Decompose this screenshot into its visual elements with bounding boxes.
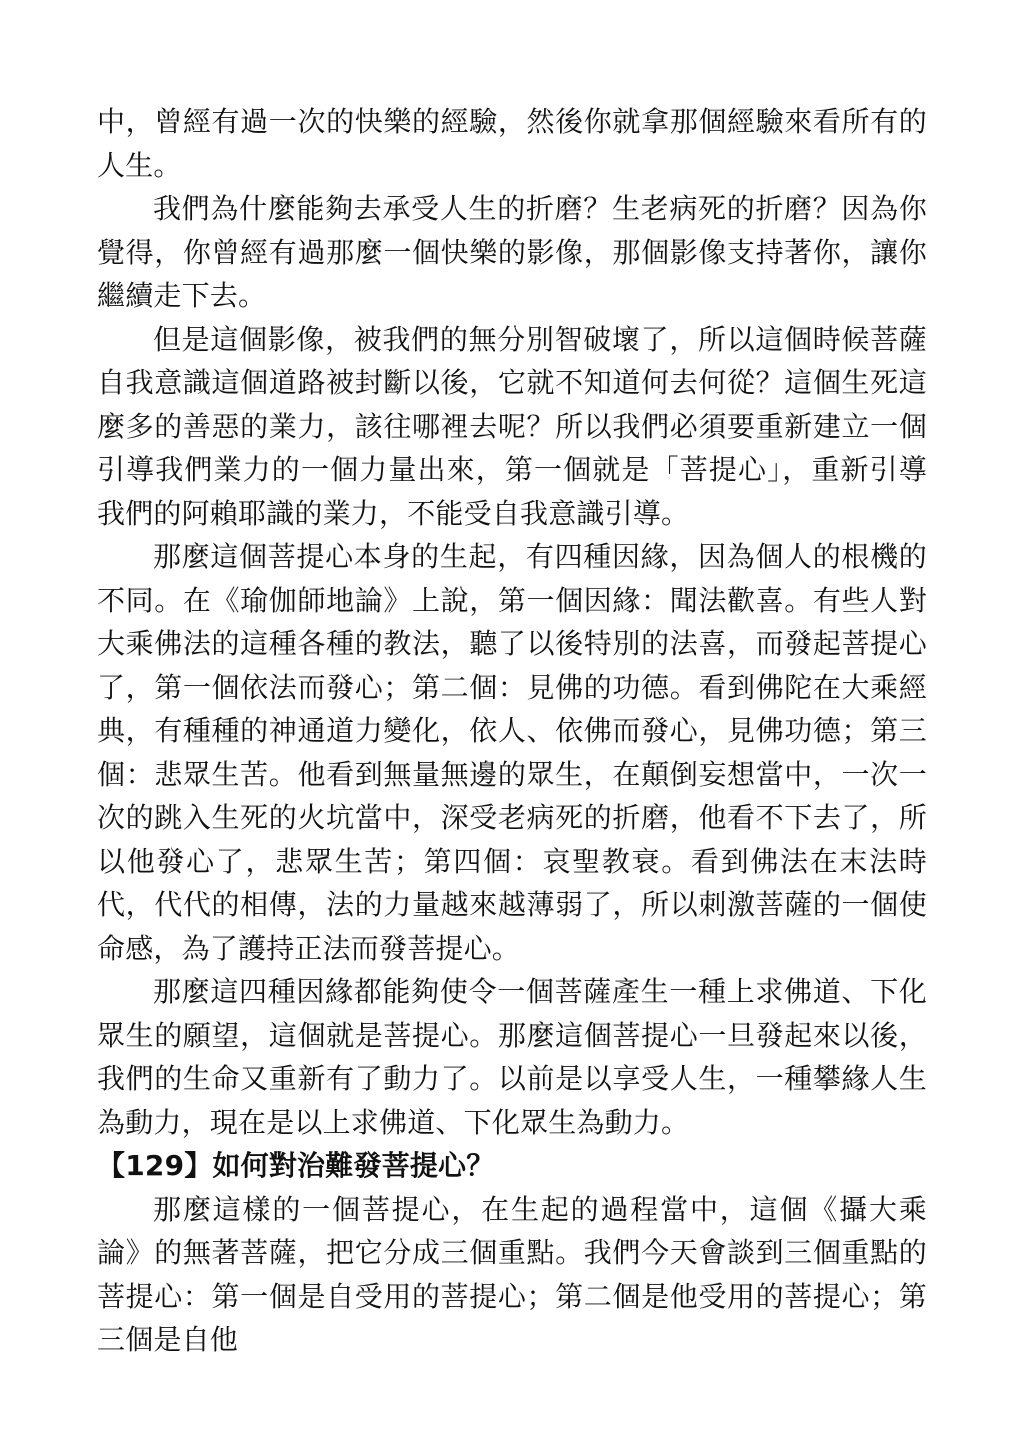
paragraph-4: 那麼這個菩提心本身的生起，有四種因緣，因為個人的根機的不同。在《瑜伽師地論》上說，第一個因緣：聞法歡喜。有些人對大乘佛法的這種各種的教法，聽了以後特別的法喜，而發起菩提心了，第一個依法而發心；第二個：見佛的功德。看到佛陀在大乘經典，有種種的神通道力變化，依人、依佛而發心，見佛功德；第三個：悲眾生苦。他看到無量無邊的眾生，在顛倒妄想當中，一次一次的跳入生死的火坑當中，深受老病死的折磨，他看不下去了，所以他發心了，悲眾生苦；第四個：哀聖教衰。看到佛法在末法時代，代代的相傳，法的力量越來越薄弱了，所以刺激菩薩的一個使命感，為了護持正法而發菩提心。 xyxy=(97,540,927,965)
paragraph-3: 但是這個影像，被我們的無分別智破壞了，所以這個時候菩薩自我意識這個道路被封斷以後，它就不知道何去何從？這個生死這麼多的善惡的業力，該往哪裡去呢？所以我們必須要重新建立一個引導我們業力的一個力量出來，第一個就是「菩提心」，重新引導我們的阿賴耶識的業力，不能受自我意識引導。 xyxy=(97,322,927,530)
document-page xyxy=(97,100,927,1362)
section-heading: 【129】如何對治難發菩提心？ xyxy=(97,1149,495,1182)
paragraph-5: 那麼這四種因緣都能夠使令一個菩薩產生一種上求佛道、下化眾生的願望，這個就是菩提心。那麼這個菩提心一旦發起來以後，我們的生命又重新有了動力了。以前是以享受人生，一種攀緣人生為動力，現在是以上求佛道、下化眾生為動力。 xyxy=(97,975,927,1139)
paragraph-2: 我們為什麼能夠去承受人生的折磨？生老病死的折磨？因為你覺得，你曾經有過那麼一個快樂的影像，那個影像支持著你，讓你繼續走下去。 xyxy=(97,192,927,312)
paragraph-6: 那麼這樣的一個菩提心，在生起的過程當中，這個《攝大乘論》的無著菩薩，把它分成三個重點。我們今天會談到三個重點的菩提心：第一個是自受用的菩提心；第二個是他受用的菩提心；第三個是自他 xyxy=(97,1192,927,1356)
paragraph-1: 中，曾經有過一次的快樂的經驗，然後你就拿那個經驗來看所有的人生。 xyxy=(97,105,927,182)
